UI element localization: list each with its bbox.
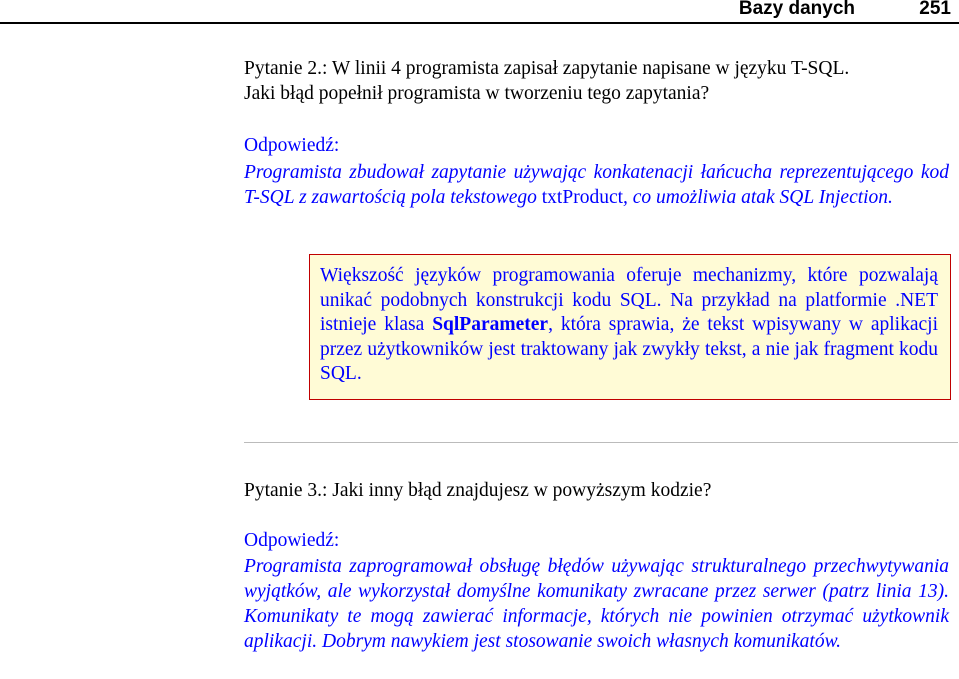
note-class-name: SqlParameter [432, 314, 549, 335]
header-title: Bazy danych [738, 0, 855, 19]
page-number: 251 [919, 0, 951, 19]
question2-answer-code: txtProduct [541, 187, 624, 208]
note-part2: , która sprawia, że tekst wpisywany w aplikacji przez użytkowników jest traktowany jak zwykły tekst, a nie jak fragment kodu SQL. [320, 314, 938, 384]
question2-answer-part2: , co umożliwia atak SQL Injection. [623, 187, 893, 208]
question2-line2: Jaki błąd popełnił programista w tworzeniu tego zapytania? [244, 83, 710, 104]
question3-line1: Pytanie 3.: Jaki inny błąd znajdujesz w powyższym kodzie? [244, 480, 712, 501]
question3-answer-text: Programista zaprogramował obsługę błędów używając strukturalnego przechwytywania wyjątków, ale wykorzystał domyślne komunikaty zwracane przez serwer (patrz linia 13). Komunikaty te mogą zawierać informacje, których nie powinien otrzymać użytkownik aplikacji. Dobrym nawykiem jest stosowanie swoich własnych komunikatów. [244, 556, 949, 652]
question2-line1: Pytanie 2.: W linii 4 programista zapisał zapytanie napisane w języku T-SQL. [244, 58, 850, 79]
question2-answer-text [244, 160, 949, 210]
question2-answer-label: Odpowiedź: [244, 135, 340, 156]
note-text [320, 264, 938, 387]
page-header [0, 0, 959, 24]
question3-answer-label: Odpowiedź: [244, 530, 340, 551]
note-part1: Większość języków programowania oferuje mechanizmy, które pozwalają unikać podobnych konstrukcji kodu SQL. Na przykład na platformie .NET istnieje klasa [320, 265, 938, 335]
question2-answer-part1: Programista zbudował zapytanie używając konkatenacji łańcucha reprezentującego kod T-SQL z zawartością pola tekstowego [244, 162, 949, 208]
section-divider [244, 442, 958, 443]
note-box [309, 254, 951, 400]
